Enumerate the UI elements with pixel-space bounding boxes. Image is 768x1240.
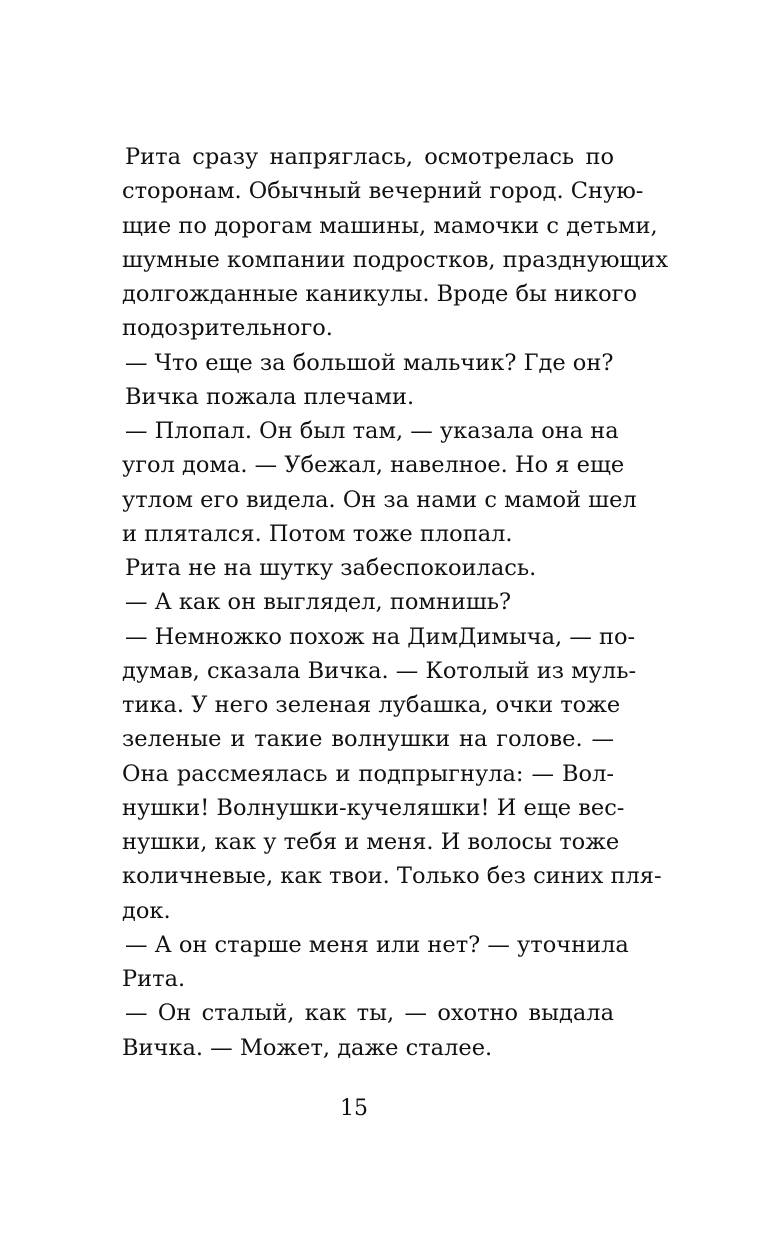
body-text	[122, 140, 669, 1065]
text-line: нушки, как у тебя и меня. И волосы тоже	[122, 829, 620, 855]
text-line: утлом его видела. Он за нами с мамой шел	[122, 486, 637, 513]
text-line: — Что еще за большой мальчик? Где он?	[125, 349, 614, 376]
text-line: Рита сразу напряглась, осмотрелась по	[125, 144, 614, 170]
text-line: тика. У него зеленая лубашка, очки тоже	[122, 692, 621, 718]
text-line: думав, сказала Вичка. — Котолый из муль-	[122, 657, 637, 684]
text-line: — Немножко похож на ДимДимыча, — по-	[125, 623, 636, 650]
text-line: Вичка пожала плечами.	[125, 383, 415, 410]
text-line: сторонам. Обычный вечерний город. Сную-	[122, 178, 644, 205]
text-line: щие по дорогам машины, мамочки с детьми,	[122, 212, 658, 239]
text-line: Рита не на шутку забеспокоилась.	[125, 555, 537, 581]
text-line: — А как он выглядел, помнишь?	[125, 589, 512, 616]
page-number: 15	[340, 1096, 368, 1121]
text-line: док.	[122, 897, 171, 924]
text-line: подозрительного.	[122, 315, 333, 342]
text-line: Вичка. — Может, даже сталее.	[122, 1034, 493, 1061]
text-line: зеленые и такие волнушки на голове. —	[122, 726, 614, 753]
text-line: долгожданные каникулы. Вроде бы никого	[122, 281, 637, 307]
text-line: шумные компании подростков, празднующих	[122, 246, 669, 273]
text-line: угол дома. — Убежал, навелное. Но я еще	[122, 452, 625, 479]
text-line: и плятался. Потом тоже плопал.	[122, 520, 513, 547]
text-line: количневые, как твои. Только без синих пля-	[122, 863, 662, 890]
text-line: нушки! Волнушки-кучеляшки! И еще вес-	[122, 794, 625, 821]
text-line: Она рассмеялась и подпрыгнула: — Вол-	[122, 760, 614, 787]
text-line: Рита.	[122, 966, 186, 992]
text-line: — Он сталый, как ты, — охотно выдала	[125, 1000, 614, 1027]
text-line: — Плопал. Он был там, — указала она на	[125, 418, 619, 444]
text-line: — А он старше меня или нет? — уточнила	[125, 931, 629, 958]
